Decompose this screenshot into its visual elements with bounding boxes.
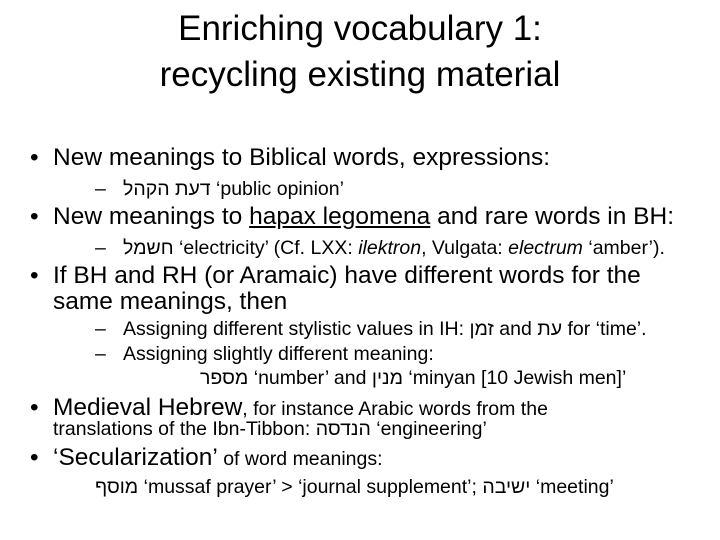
dash-icon: – bbox=[95, 237, 106, 259]
gloss: ‘public opinion’ bbox=[210, 178, 344, 200]
text-small: of word meanings: bbox=[217, 448, 383, 470]
text: for ‘time’. bbox=[562, 318, 647, 340]
title-line-1: Enriching vocabulary 1: bbox=[178, 9, 542, 48]
text: ‘meeting’ bbox=[530, 476, 614, 498]
text: and bbox=[493, 318, 538, 340]
bullet-dot: • bbox=[30, 203, 39, 230]
dash-icon: – bbox=[95, 178, 106, 200]
sub-bullet-stylistic-values bbox=[123, 318, 647, 341]
bullet-dot: • bbox=[30, 262, 39, 289]
text: ‘engineering’ bbox=[370, 418, 487, 440]
text-large: Medieval Hebrew bbox=[53, 394, 243, 421]
text-pre: New meanings to bbox=[53, 203, 250, 230]
hebrew-word: דעת הקהל bbox=[123, 178, 211, 200]
sub-bullet-electricity bbox=[123, 237, 665, 260]
text: ‘number’ and bbox=[248, 367, 372, 389]
hebrew-word: חשמל bbox=[123, 237, 174, 259]
bullet-dot: • bbox=[30, 444, 39, 471]
underlined-term: hapax legomena bbox=[249, 203, 431, 230]
text: ‘minyan [10 Jewish men]’ bbox=[403, 367, 627, 389]
text-small: , for instance Arabic words from the bbox=[242, 398, 548, 420]
bullet-text bbox=[53, 444, 383, 473]
bullet-dot: • bbox=[30, 394, 39, 421]
dash-icon: – bbox=[95, 343, 106, 365]
hebrew-word: מנין bbox=[371, 367, 404, 389]
text: Assigning different stylistic values in IH: bbox=[123, 318, 470, 340]
hebrew-word: ישיבה bbox=[482, 476, 531, 498]
bullet-text: If BH and RH (or Aramaic) have different words for the bbox=[53, 262, 641, 289]
bullet-text: same meanings, then bbox=[53, 288, 288, 315]
text-post: and rare words in BH: bbox=[430, 203, 675, 230]
bullet-text bbox=[53, 203, 674, 231]
gloss: ‘amber’). bbox=[582, 237, 665, 259]
hebrew-word: מספר bbox=[200, 367, 249, 389]
text: translations of the Ibn-Tibbon: bbox=[53, 418, 316, 440]
hebrew-word: זמן bbox=[469, 318, 494, 340]
gloss: , Vulgata: bbox=[421, 237, 509, 259]
medieval-hebrew-cont bbox=[53, 418, 487, 441]
italic-term: ilektron bbox=[358, 237, 422, 259]
text: ‘mussaf prayer’ > ‘journal supplement’; bbox=[138, 476, 483, 498]
bullet-text: New meanings to Biblical words, expressions: bbox=[53, 144, 551, 171]
title-line-2: recycling existing material bbox=[159, 55, 561, 94]
sub-bullet-different-meaning: Assigning slightly different meaning: bbox=[123, 343, 434, 365]
text-large: ‘Secularization’ bbox=[53, 444, 218, 471]
hebrew-word: מוסף bbox=[95, 476, 139, 498]
secularization-examples bbox=[95, 476, 614, 499]
italic-term: electrum bbox=[508, 237, 583, 259]
gloss: ‘electricity’ (Cf. LXX: bbox=[173, 237, 359, 259]
hebrew-word: עת bbox=[537, 318, 563, 340]
bullet-dot: • bbox=[30, 144, 39, 171]
hebrew-word: הנדסה bbox=[315, 418, 371, 440]
dash-icon: – bbox=[95, 318, 106, 340]
sub-bullet-public-opinion bbox=[123, 178, 344, 201]
different-meaning-examples bbox=[200, 367, 626, 390]
